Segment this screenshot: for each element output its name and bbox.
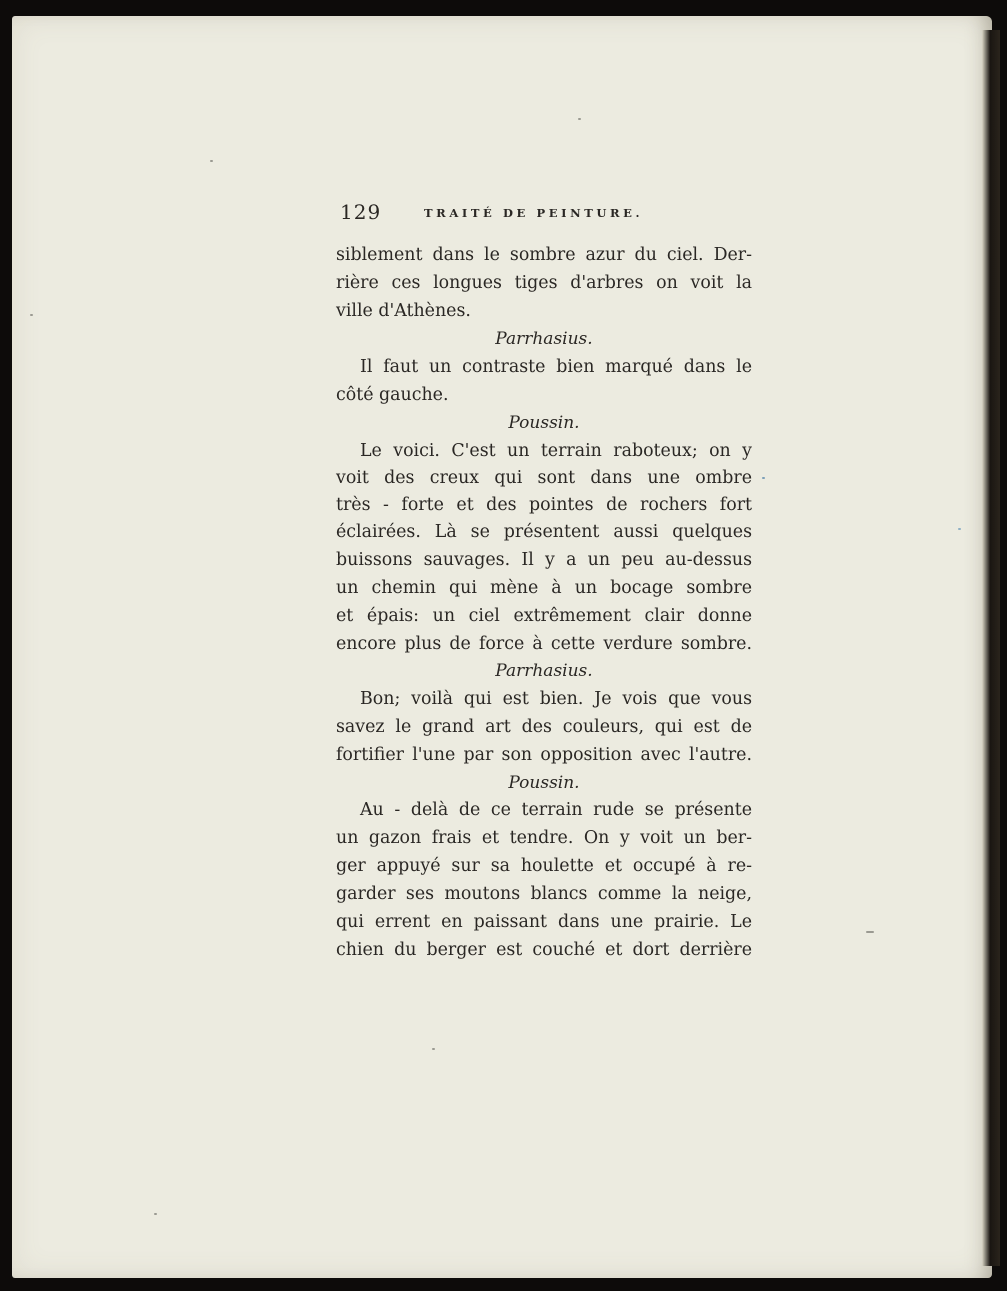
paper-speck (578, 118, 581, 120)
paper-speck (762, 477, 765, 479)
running-head (336, 200, 752, 228)
text-line: Il faut un contraste bien marqué dans le (360, 357, 752, 377)
text-line: ville d'Athènes. (336, 301, 471, 321)
text-line: garder ses moutons blancs comme la neige, (336, 884, 752, 904)
text-line: ger appuyé sur sa houlette et occupé à re- (336, 856, 752, 876)
paper-speck (210, 160, 213, 162)
text-line: côté gauche. (336, 385, 449, 405)
running-title: TRAITÉ DE PEINTURE. (424, 206, 644, 220)
text-line: Le voici. C'est un terrain raboteux; on y (360, 441, 752, 461)
text-line: éclairées. Là se présentent aussi quelques (336, 522, 752, 542)
paper-speck (866, 931, 874, 933)
text-line: encore plus de force à cette verdure sombre. (336, 634, 752, 654)
text-line: et épais: un ciel extrêmement clair donne (336, 606, 752, 626)
paper-speck (958, 528, 961, 530)
speaker-name: Poussin. (508, 413, 580, 433)
text-line: qui errent en paissant dans une prairie. Le (336, 912, 752, 932)
page-edge (982, 30, 1000, 1266)
page-number: 129 (340, 200, 382, 224)
speaker-name: Parrhasius. (495, 329, 593, 349)
text-line: savez le grand art des couleurs, qui est de (336, 717, 752, 737)
text-line: un gazon frais et tendre. On y voit un ber- (336, 828, 752, 848)
text-line: très - forte et des pointes de rochers fort (336, 495, 752, 515)
text-line: un chemin qui mène à un bocage sombre (336, 578, 752, 598)
speaker-name: Parrhasius. (495, 661, 593, 681)
paper-speck (432, 1048, 435, 1050)
text-line: chien du berger est couché et dort derrière (336, 940, 752, 960)
speaker-name: Poussin. (508, 773, 580, 793)
text-line: siblement dans le sombre azur du ciel. Der- (336, 245, 752, 265)
text-line: fortifier l'une par son opposition avec l'autre. (336, 745, 752, 765)
text-line: buissons sauvages. Il y a un peu au-dessus (336, 550, 752, 570)
text-line: Au - delà de ce terrain rude se présente (360, 800, 752, 820)
paper-speck (154, 1213, 157, 1215)
text-line: Bon; voilà qui est bien. Je vois que vous (360, 689, 752, 709)
paper-speck (30, 314, 33, 316)
text-line: voit des creux qui sont dans une ombre (336, 468, 752, 488)
text-line: rière ces longues tiges d'arbres on voit la (336, 273, 752, 293)
